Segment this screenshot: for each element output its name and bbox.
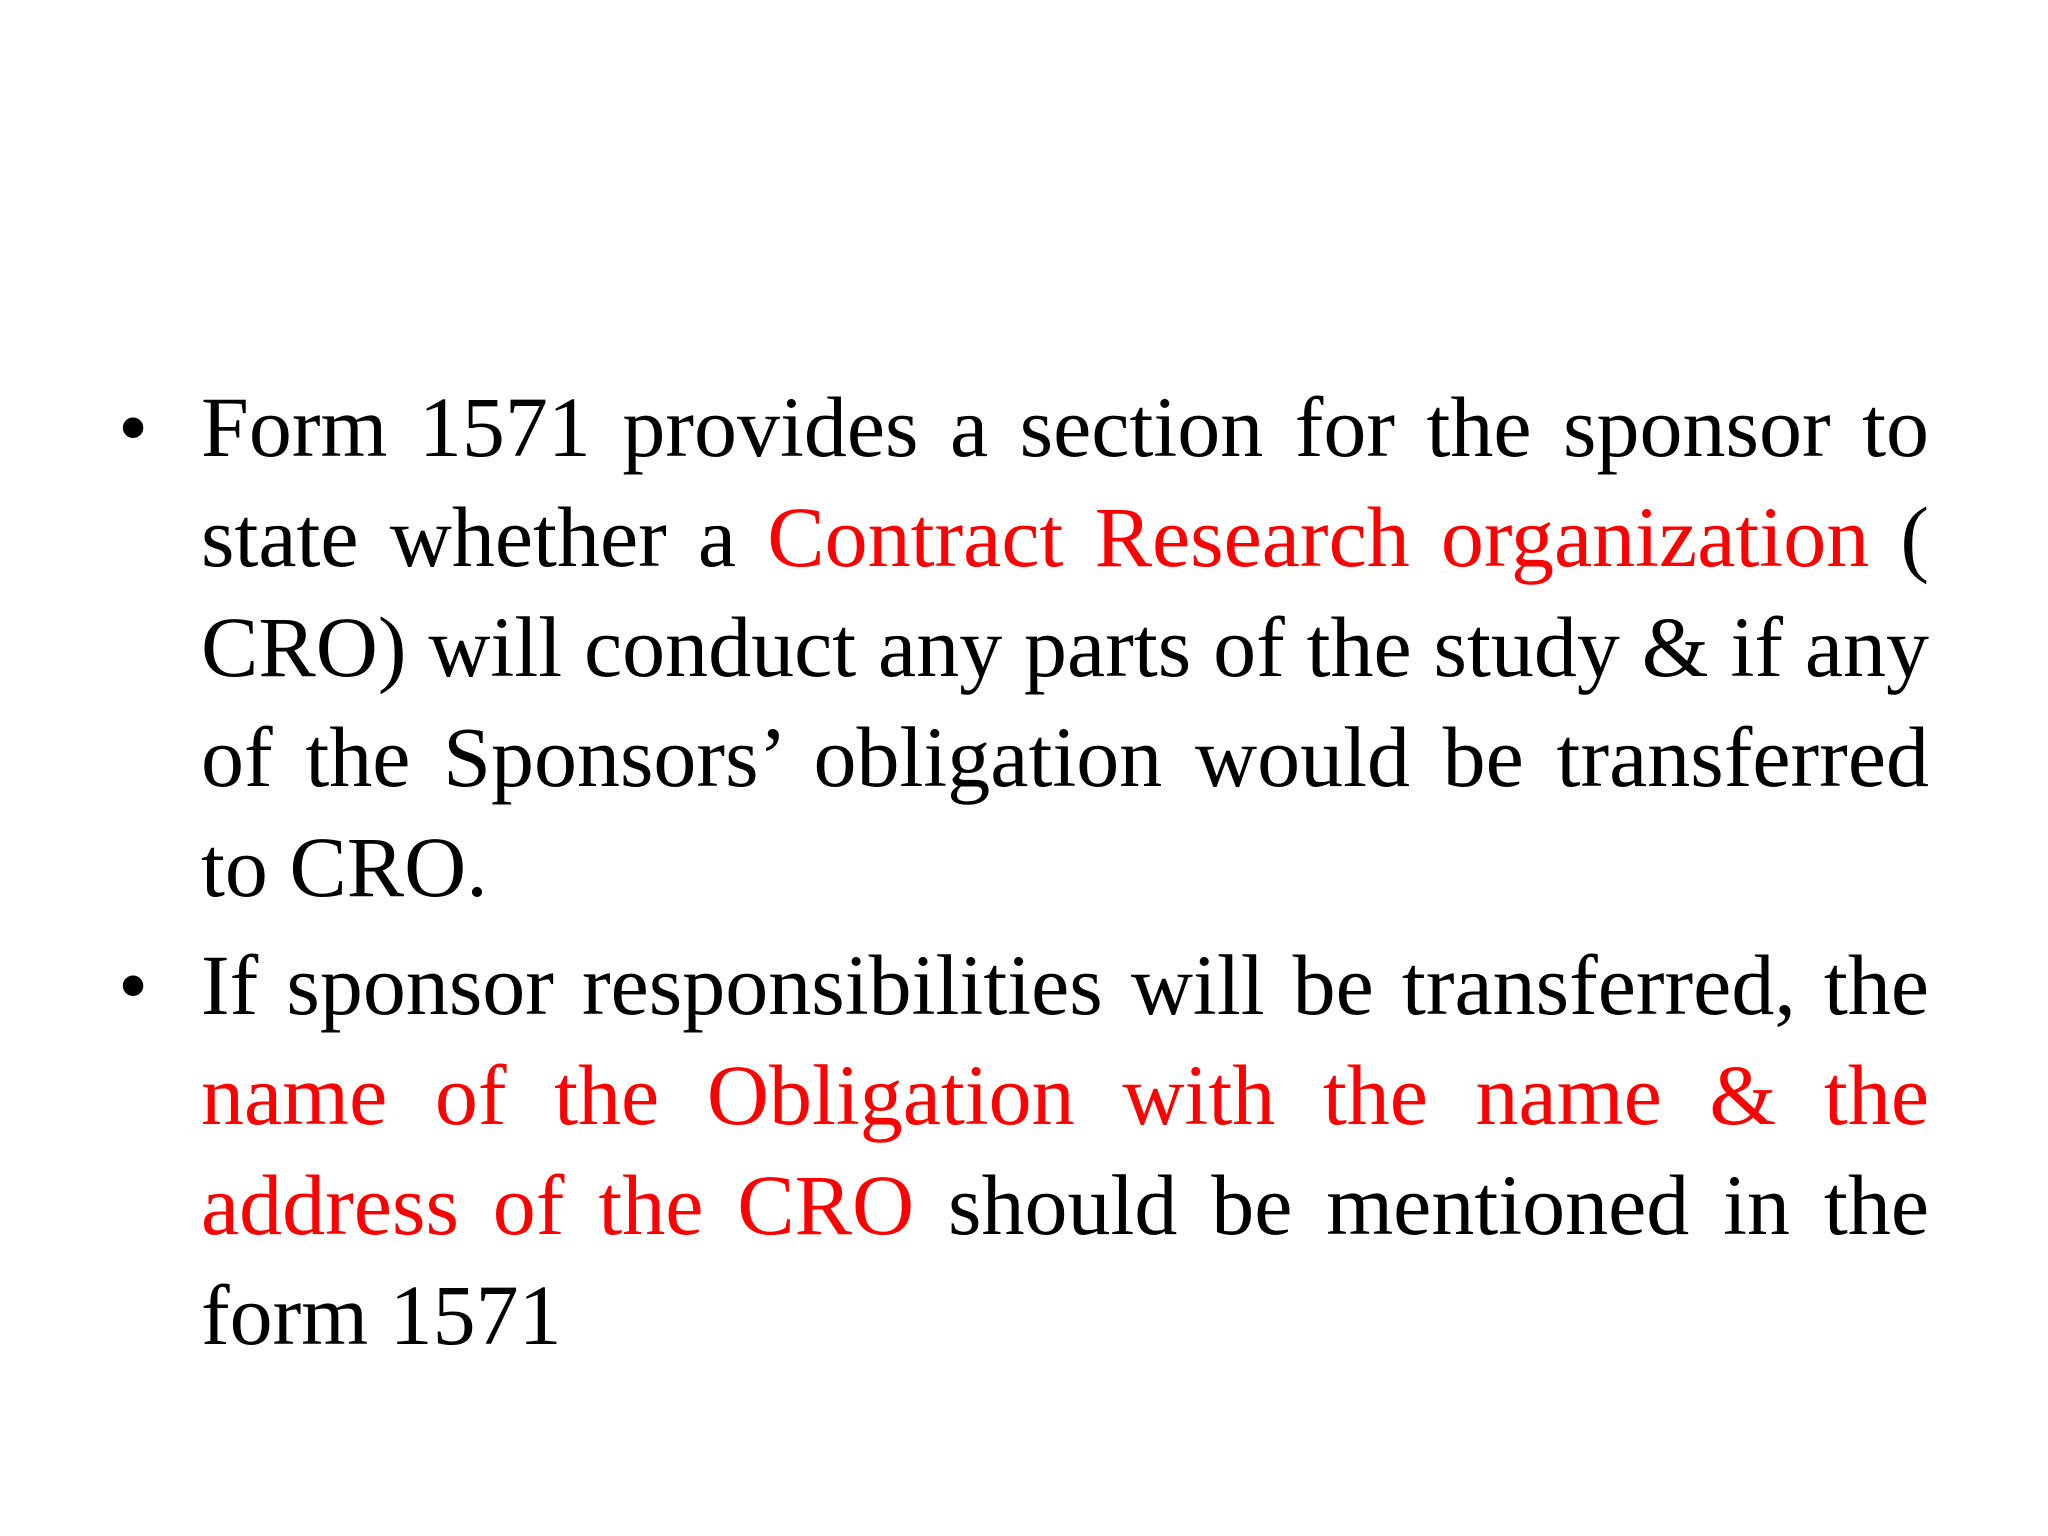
bullet-text <box>201 930 1929 1370</box>
text-segment: If sponsor responsibilities will be transferred, the <box>201 937 1929 1033</box>
bullet-text <box>201 372 1929 922</box>
bullet-icon: • <box>118 937 149 1033</box>
text-segment: ( CRO) will conduct any parts of the study & if any of the Sponsors’ obligation would be transferred to CRO. <box>201 489 1930 915</box>
text-segment: Form 1571 provides a section for the sponsor to state whether a <box>201 379 1929 585</box>
text-segment: should be mentioned in the form 1571 <box>201 1157 1930 1363</box>
bullet-icon: • <box>118 379 149 475</box>
highlighted-text-segment: name of the Obligation with the name & the address of the CRO <box>201 1047 1929 1253</box>
bullet-list <box>0 372 2048 1378</box>
highlighted-text-segment: Contract Research organization <box>767 489 1870 585</box>
bullet-item-transferred-responsibilities <box>0 930 2048 1370</box>
bullet-item-cro-section <box>0 372 2048 922</box>
